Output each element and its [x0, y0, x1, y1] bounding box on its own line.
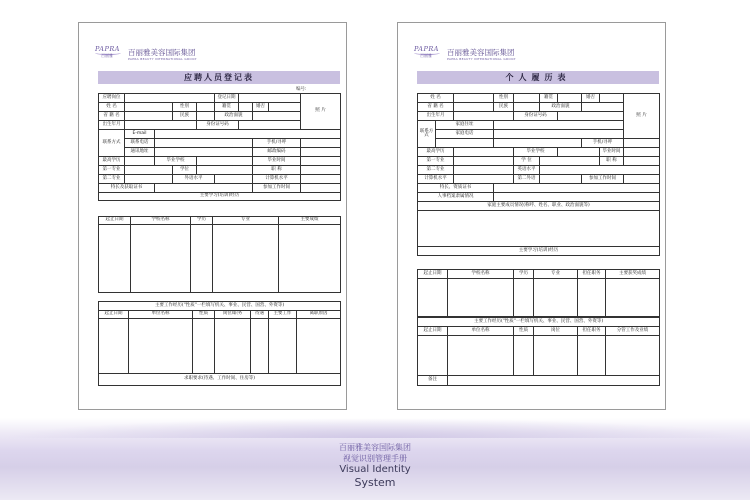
form-number-label: 编号: [296, 87, 307, 92]
work-col-post: 岗位/职务 [215, 311, 251, 319]
work-field-start[interactable] [99, 319, 129, 374]
work-field-post[interactable] [534, 336, 578, 376]
label-ethnic: 民族 [494, 103, 514, 112]
work-field-post[interactable] [215, 319, 251, 374]
photo-box: 照 片 [624, 94, 660, 139]
field-major1[interactable] [125, 166, 173, 175]
label-school: 毕业学校 [514, 148, 558, 157]
label-archive: 人事档案隶属情况 [418, 193, 494, 202]
logo-cn-small: 百丽雅 [101, 53, 113, 58]
footer-manual: 视觉识别管理手册 [343, 454, 407, 463]
field-foreign[interactable] [540, 166, 660, 175]
field-work-start[interactable] [624, 175, 660, 184]
field-birth[interactable] [125, 121, 197, 130]
logo-text [447, 49, 516, 61]
field-degree[interactable] [197, 166, 253, 175]
label-gender: 性别 [494, 94, 514, 103]
label-edu-degree: 最高学历 [99, 157, 125, 166]
label-mobile: 手机/寻呼 [253, 139, 301, 148]
label-name: 姓 名 [418, 94, 454, 103]
label-postcode: 邮政编码 [253, 148, 301, 157]
work-col-start: 起止日期 [99, 311, 129, 319]
label-school: 毕业学校 [155, 157, 197, 166]
study-field-degree[interactable] [191, 225, 213, 293]
label-mobile: 手机/寻呼 [582, 139, 624, 148]
field-school[interactable] [558, 148, 600, 157]
logo-latin: PAPRA [414, 45, 439, 53]
field-mobile[interactable] [624, 139, 660, 148]
study-col-major: 专业 [213, 217, 279, 225]
work-section-header: 主要工作经历("性质"一栏填写机关、事业、民营、国营、外资等) [99, 302, 341, 311]
field-birth[interactable] [454, 112, 514, 121]
label-marital: 婚否 [582, 94, 600, 103]
study-col-start: 起止日期 [99, 217, 131, 225]
decorative-wave [0, 418, 750, 438]
study-col-school: 学校名称 [448, 270, 514, 279]
field-ethnic[interactable] [197, 112, 215, 121]
label-remarks: 备注 [418, 376, 448, 386]
label-title: 职 称 [253, 166, 301, 175]
field-contact-extra2[interactable] [494, 139, 582, 148]
brand-logo [95, 43, 197, 61]
work-col-duty: 担任职务 [578, 327, 606, 336]
field-title[interactable] [301, 166, 341, 175]
field-second-lang[interactable] [540, 175, 582, 184]
field-id[interactable] [239, 121, 301, 130]
application-form-page [78, 22, 347, 410]
study-section-header: 主要学习(培训)经历 [99, 193, 341, 201]
field-address[interactable] [155, 148, 253, 157]
study-field-school[interactable] [448, 279, 514, 317]
field-edu-degree[interactable] [125, 157, 155, 166]
footer-en-line1: Visual Identity [339, 464, 411, 475]
label-skills: 特长及获取证书 [99, 184, 155, 193]
study-field-achieve[interactable] [279, 225, 341, 293]
field-political[interactable] [582, 103, 624, 112]
work-field-unit[interactable] [448, 336, 514, 376]
field-school[interactable] [197, 157, 253, 166]
label-major2: 第二专业 [418, 166, 454, 175]
work-col-division: 分管工作及业绩 [606, 327, 660, 336]
work-col-nature: 性质 [193, 311, 215, 319]
work-col-post: 岗位 [534, 327, 578, 336]
study-col-degree: 学历 [191, 217, 213, 225]
study-history-table [417, 269, 660, 317]
field-computer[interactable] [301, 175, 341, 184]
study-col-major: 专业 [534, 270, 578, 279]
study-col-achieve: 主要成绩 [279, 217, 341, 225]
label-major2: 第二专业 [99, 175, 125, 184]
study-col-school: 学校名称 [131, 217, 191, 225]
brand-logo [414, 43, 516, 61]
work-history-table [98, 301, 341, 386]
field-ethnic[interactable] [514, 103, 540, 112]
field-major2[interactable] [454, 166, 514, 175]
field-contact-extra[interactable] [436, 139, 494, 148]
label-name: 姓 名 [99, 103, 125, 112]
label-position: 应聘岗位 [99, 94, 125, 103]
work-field-work[interactable] [269, 319, 297, 374]
footer-en-line2: System [354, 476, 396, 489]
label-foreign: 英语水平 [514, 166, 540, 175]
study-field-start[interactable] [99, 225, 131, 293]
logo-mark [414, 45, 444, 61]
study-col-post: 担任职务 [578, 270, 606, 279]
work-col-nature: 性质 [514, 327, 534, 336]
brand-name-en: PAPRA BEAUTY INTERNATIONAL GROUP [447, 57, 516, 61]
label-gender: 性别 [173, 103, 197, 112]
form-title: 应聘人员登记表 [98, 71, 340, 84]
logo-mark [95, 45, 125, 61]
work-field-start[interactable] [418, 336, 448, 376]
field-origin[interactable] [558, 94, 582, 103]
work-col-salary: 待遇 [251, 311, 269, 319]
label-work-start: 参加工作时间 [582, 175, 624, 184]
field-marital[interactable] [600, 94, 624, 103]
label-foreign: 外语水平 [173, 175, 215, 184]
label-home-addr: 家庭住址 [436, 121, 494, 130]
label-ethnic: 民族 [173, 112, 197, 121]
label-political: 政治面貌 [540, 103, 582, 112]
work-field-duty[interactable] [578, 336, 606, 376]
work-col-reason: 离职原因 [297, 311, 341, 319]
work-field-nature[interactable] [514, 336, 534, 376]
label-degree: 学位 [173, 166, 197, 175]
field-postcode[interactable] [301, 148, 341, 157]
study-col-start: 起止日期 [418, 270, 448, 279]
label-skills: 特长、资质证书 [418, 184, 494, 193]
field-gender[interactable] [197, 103, 215, 112]
work-field-salary[interactable] [251, 319, 269, 374]
study-field-post[interactable] [578, 279, 606, 317]
label-second-lang: 第二外语 [514, 175, 540, 184]
field-id[interactable] [558, 112, 624, 121]
label-computer: 计算机水平 [253, 175, 301, 184]
work-col-unit: 单位名称 [448, 327, 514, 336]
study-field-achieve[interactable] [606, 279, 660, 317]
label-degree: 学 位 [514, 157, 540, 166]
form-title: 个人履历表 [417, 71, 659, 84]
resume-form-page [397, 22, 666, 410]
study-field-school[interactable] [131, 225, 191, 293]
label-title: 职 称 [600, 157, 624, 166]
field-mobile[interactable] [301, 139, 341, 148]
work-history-table [417, 317, 660, 386]
field-skills[interactable] [155, 184, 253, 193]
label-work-start: 参加工作时间 [253, 184, 301, 193]
logo-text [128, 49, 197, 61]
label-computer: 计算机水平 [418, 175, 454, 184]
work-col-unit: 单位名称 [129, 311, 193, 319]
label-id: 身份证号码 [197, 121, 239, 130]
field-reg-date[interactable] [239, 94, 301, 103]
work-field-nature[interactable] [193, 319, 215, 374]
field-archive[interactable] [494, 193, 660, 202]
job-requirements[interactable]: 求职要求(待遇、工作时间、住房等) [99, 374, 341, 386]
label-grad-time: 毕业时间 [253, 157, 301, 166]
label-address: 通讯地址 [125, 148, 155, 157]
study-field-start[interactable] [418, 279, 448, 317]
field-foreign[interactable] [215, 175, 253, 184]
logo-cn-small: 百丽雅 [420, 53, 432, 58]
field-degree[interactable] [540, 157, 600, 166]
work-field-reason[interactable] [297, 319, 341, 374]
label-hometown: 省 籍 名 [418, 103, 454, 112]
label-hometown: 省 籍 名 [99, 112, 125, 121]
application-form-table [98, 93, 341, 201]
label-reg-date: 登记日期 [215, 94, 239, 103]
logo-latin: PAPRA [95, 45, 120, 53]
label-phone: 联系电话 [125, 139, 155, 148]
brand-name-cn: 百丽雅美容国际集团 [447, 48, 515, 57]
field-political[interactable] [253, 112, 301, 121]
field-hometown[interactable] [125, 112, 173, 121]
label-marital: 婚否 [253, 103, 269, 112]
study-col-degree: 学历 [514, 270, 534, 279]
field-remarks[interactable] [448, 376, 660, 386]
field-email[interactable] [155, 130, 341, 139]
label-edu-degree: 最高学历 [418, 148, 454, 157]
label-origin: 籍贯 [540, 94, 558, 103]
brand-name-cn: 百丽雅美容国际集团 [128, 48, 196, 57]
field-name[interactable] [454, 94, 494, 103]
label-home-phone: 家庭电话 [436, 130, 494, 139]
brand-name-en: PAPRA BEAUTY INTERNATIONAL GROUP [128, 57, 197, 61]
field-major2[interactable] [125, 175, 173, 184]
label-email: E-mail [125, 130, 155, 139]
field-edu-degree[interactable] [454, 148, 514, 157]
field-home-addr[interactable] [494, 121, 624, 130]
label-political: 政治面貌 [215, 112, 253, 121]
family-section-header: 家庭主要成员情况(称呼、姓名、职业、政治面貌等) [418, 202, 660, 211]
field-home-phone[interactable] [494, 130, 624, 139]
study-history-table [98, 216, 341, 293]
field-origin[interactable] [239, 103, 253, 112]
work-col-start: 起止日期 [418, 327, 448, 336]
label-origin: 籍贯 [215, 103, 239, 112]
field-title[interactable] [624, 157, 660, 166]
field-name[interactable] [125, 103, 173, 112]
photo-box: 照 片 [301, 94, 341, 130]
field-family[interactable] [418, 211, 660, 247]
work-section-header: 主要工作经历("性质"一栏填写机关、事业、民营、国营、外资等) [418, 318, 660, 327]
work-col-work: 主要工作 [269, 311, 297, 319]
label-birth: 出生年月 [418, 112, 454, 121]
study-section-header: 主要学习(培训)经历 [418, 247, 660, 256]
field-grad-time[interactable] [301, 157, 341, 166]
field-major1[interactable] [454, 157, 514, 166]
study-field-major[interactable] [534, 279, 578, 317]
label-major1: 第一专业 [99, 166, 125, 175]
field-phone[interactable] [155, 139, 253, 148]
label-grad-time: 毕业时间 [600, 148, 624, 157]
study-field-major[interactable] [213, 225, 279, 293]
study-field-degree[interactable] [514, 279, 534, 317]
field-computer[interactable] [454, 175, 514, 184]
work-field-unit[interactable] [129, 319, 193, 374]
work-field-division[interactable] [606, 336, 660, 376]
footer-company: 百丽雅美容国际集团 [339, 443, 411, 452]
field-hometown[interactable] [454, 103, 494, 112]
label-birth: 出生年月 [99, 121, 125, 130]
label-id: 身份证号码 [514, 112, 558, 121]
field-position[interactable] [125, 94, 215, 103]
field-marital[interactable] [269, 103, 301, 112]
field-work-start[interactable] [301, 184, 341, 193]
field-skills[interactable] [494, 184, 660, 193]
label-contact: 联系方式 [99, 130, 125, 157]
label-major1: 第一专业 [418, 157, 454, 166]
field-grad-time[interactable] [624, 148, 660, 157]
field-gender[interactable] [514, 94, 540, 103]
label-contact: 联系方式 [418, 121, 436, 148]
study-col-achieve: 主要获奖成绩 [606, 270, 660, 279]
resume-form-table [417, 93, 660, 256]
